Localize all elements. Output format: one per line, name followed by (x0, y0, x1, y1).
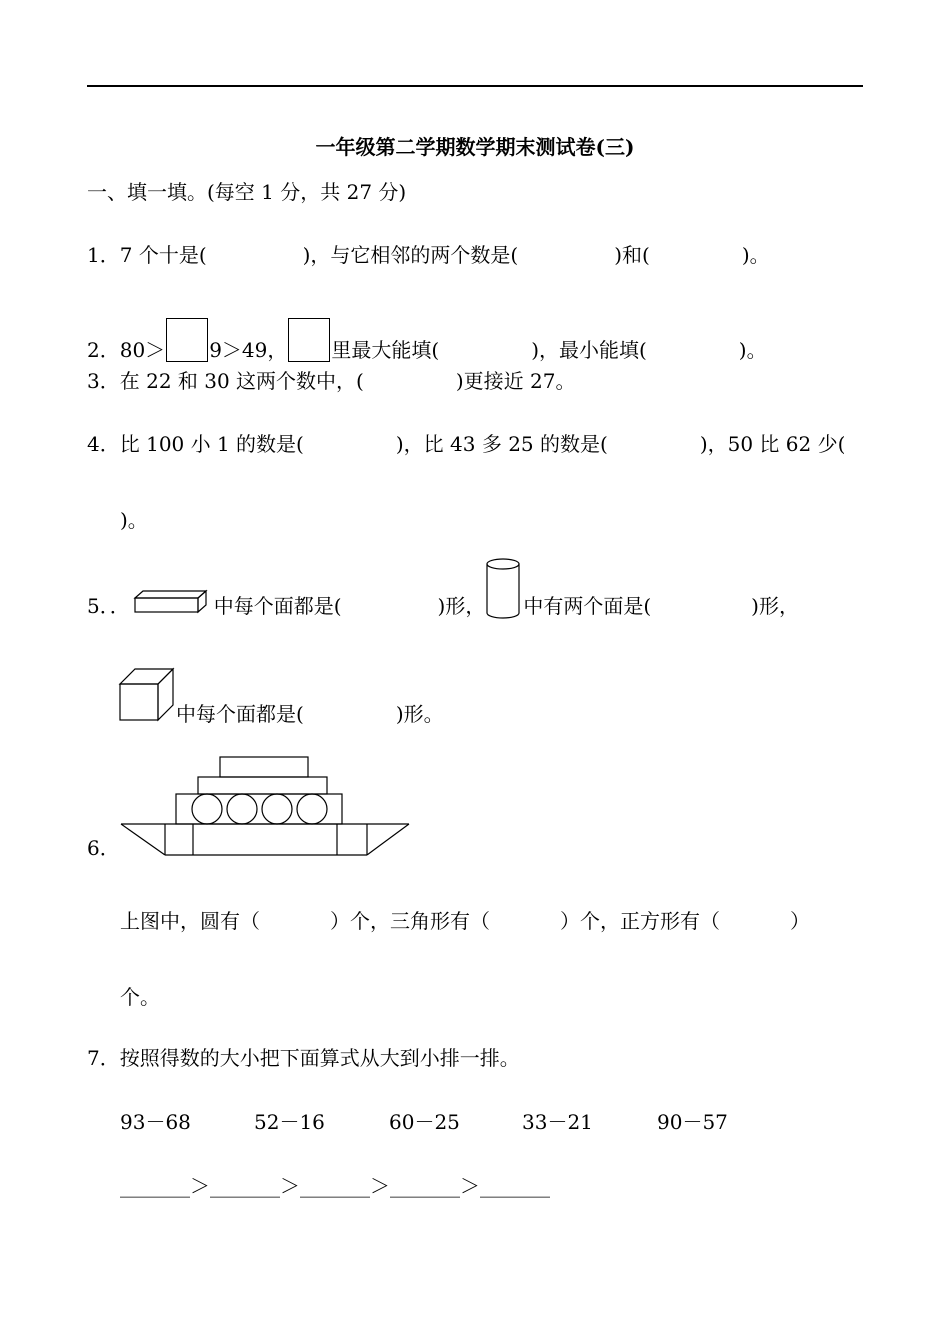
cuboid-figure (130, 594, 214, 618)
question-number: 5．． (87, 594, 130, 618)
circle-2 (227, 794, 257, 824)
digit-box[interactable] (166, 318, 208, 362)
expression-5: 90－57 (657, 1110, 728, 1134)
page-title: 一年级第二学期数学期末测试卷(三) (315, 135, 635, 159)
cube-icon (119, 668, 177, 724)
question-5-row-2: 中每个面都是( )形。 (176, 702, 444, 726)
circle-3 (262, 794, 292, 824)
left-triangle-edge (121, 824, 165, 855)
cabin-rectangle (176, 794, 342, 824)
boat-figure (119, 755, 411, 857)
middle-rectangle (198, 777, 327, 794)
question-number: 7． (87, 1046, 120, 1070)
question-number: 1． (87, 243, 120, 267)
question-6-number: 6． (87, 836, 120, 860)
right-triangle-edge (367, 824, 409, 855)
question-number: 2． (87, 338, 120, 362)
question-4-continued: )。 (120, 508, 148, 532)
question-number: 4． (87, 432, 120, 456)
expression-4: 33－21 (522, 1110, 593, 1134)
top-rule (87, 85, 863, 87)
top-rectangle (220, 757, 308, 777)
question-7: 7．按照得数的大小把下面算式从大到小排一排。 (87, 1046, 520, 1070)
question-number: 3． (87, 369, 120, 393)
question-3: 3．在 22 和 30 这两个数中，( )更接近 27。 (87, 369, 576, 393)
expression-3: 60－25 (389, 1110, 460, 1134)
cylinder-icon (485, 558, 521, 620)
question-5: 5．． 中每个面都是( )形， 中有两个面是( )形， (87, 594, 799, 618)
question-6: 上图中，圆有（ ）个，三角形有（ ）个，正方形有（ ） (120, 909, 810, 933)
section-heading: 一、填一填。(每空 1 分，共 27 分) (87, 180, 407, 204)
cuboid-icon (134, 588, 210, 616)
question-1: 1．7 个十是( )，与它相邻的两个数是( )和( )。 (87, 243, 770, 267)
circle-4 (297, 794, 327, 824)
question-6-continued: 个。 (120, 985, 160, 1009)
cylinder-figure (485, 594, 523, 618)
expression-1: 93－68 (120, 1110, 191, 1134)
ordering-answer-line[interactable]: _______＞_______＞_______＞_______＞_______ (120, 1174, 550, 1198)
circle-1 (192, 794, 222, 824)
question-2: 2．80＞ 9＞49， 里最大能填( )，最小能填( )。 (87, 318, 767, 362)
expression-2: 52－16 (254, 1110, 325, 1134)
question-4: 4．比 100 小 1 的数是( )，比 43 多 25 的数是( )，50 比 62 少( (87, 432, 846, 456)
digit-box[interactable] (288, 318, 330, 362)
